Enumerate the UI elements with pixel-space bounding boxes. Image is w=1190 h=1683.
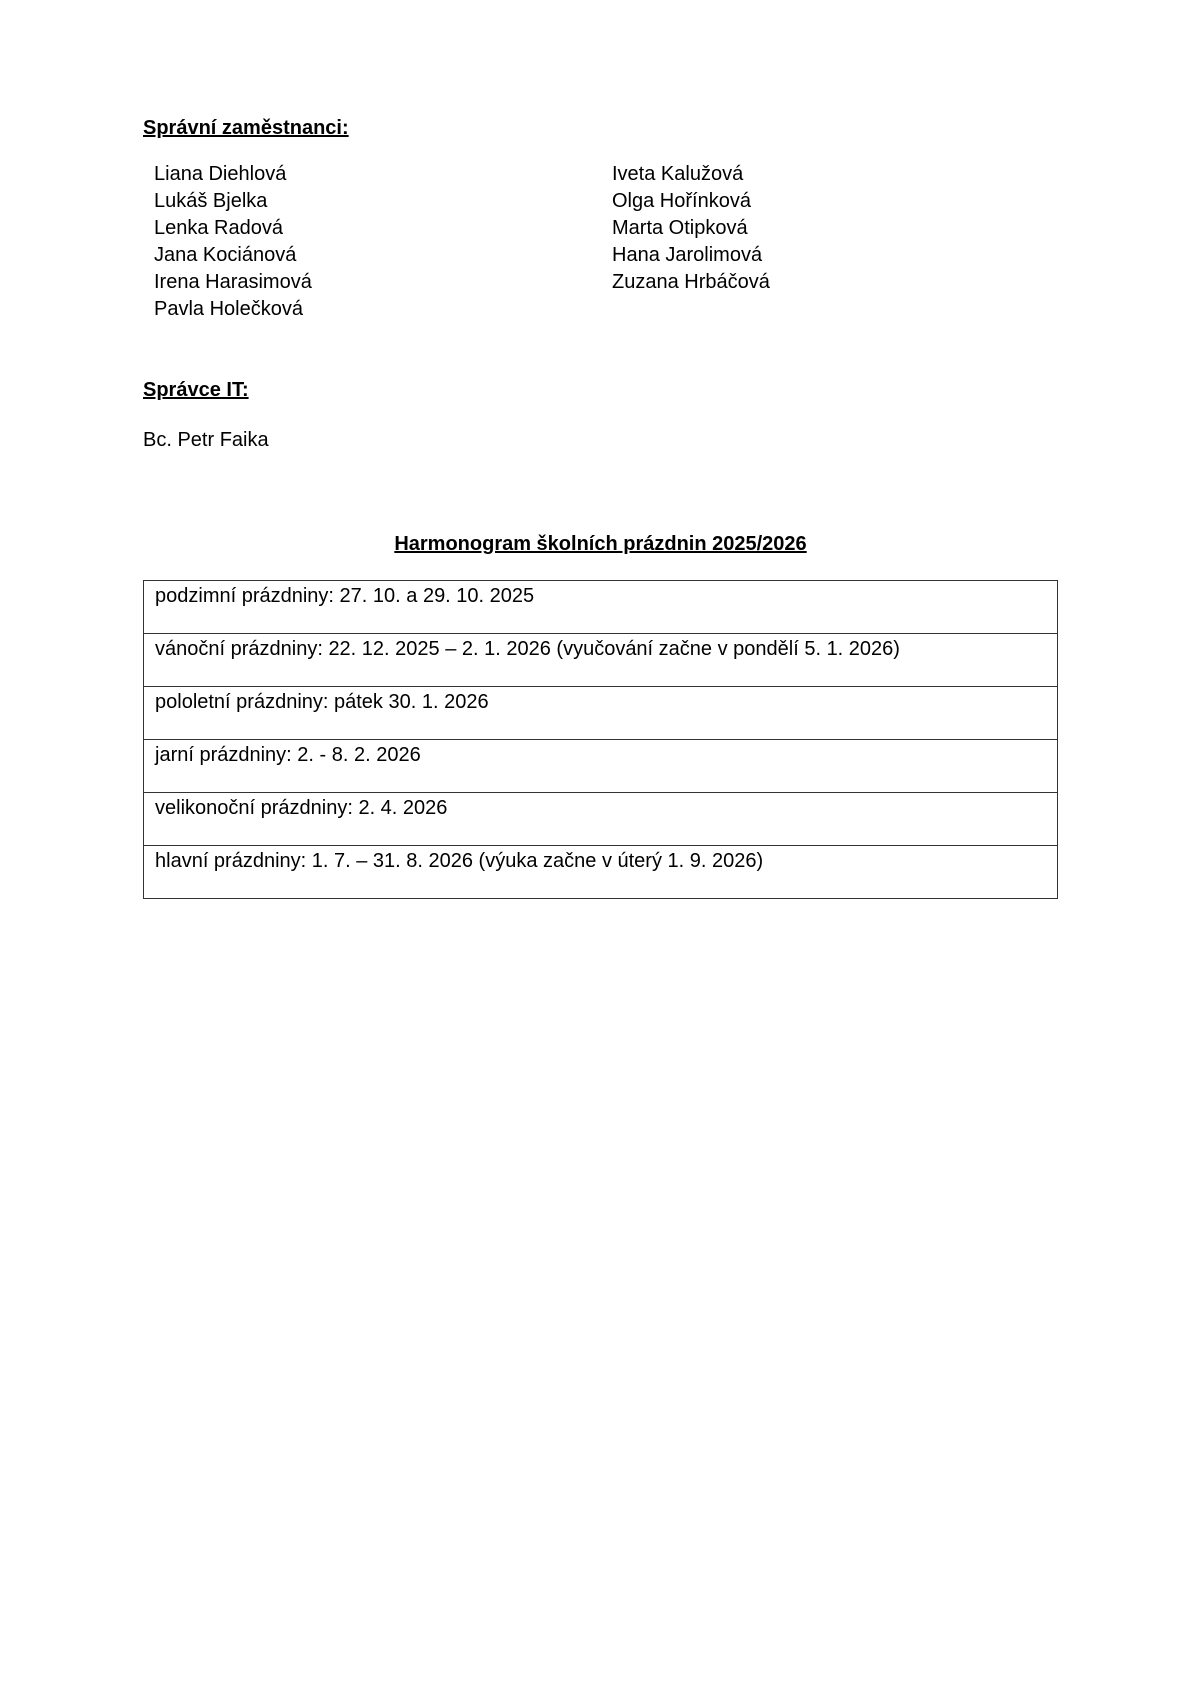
holiday-schedule-title: Harmonogram školních prázdnin 2025/2026: [394, 533, 807, 555]
table-row: [144, 846, 1058, 899]
holiday-schedule-table: [143, 580, 1058, 899]
staff-name: Olga Hořínková: [612, 190, 751, 212]
staff-name: Liana Diehlová: [154, 163, 287, 185]
table-row: [144, 793, 1058, 846]
it-admin-heading: Správce IT:: [143, 379, 249, 401]
staff-list-left: [154, 161, 312, 323]
holiday-cell: hlavní prázdniny: 1. 7. – 31. 8. 2026 (výuka začne v úterý 1. 9. 2026): [144, 846, 1058, 899]
staff-name: Zuzana Hrbáčová: [612, 271, 770, 293]
staff-name: Jana Kociánová: [154, 244, 297, 266]
holiday-cell: podzimní prázdniny: 27. 10. a 29. 10. 2025: [144, 581, 1058, 634]
staff-name: Hana Jarolimová: [612, 244, 763, 266]
holiday-cell: velikonoční prázdniny: 2. 4. 2026: [144, 793, 1058, 846]
it-admin-name: Bc. Petr Faika: [143, 429, 269, 451]
staff-name: Pavla Holečková: [154, 298, 303, 320]
staff-name: Irena Harasimová: [154, 271, 312, 293]
table-row: [144, 581, 1058, 634]
table-row: [144, 634, 1058, 687]
staff-heading: Správní zaměstnanci:: [143, 117, 349, 139]
staff-name: Marta Otipková: [612, 217, 748, 239]
staff-name: Iveta Kalužová: [612, 163, 744, 185]
holiday-cell: vánoční prázdniny: 22. 12. 2025 – 2. 1. 2026 (vyučování začne v pondělí 5. 1. 2026): [144, 634, 1058, 687]
holiday-cell: jarní prázdniny: 2. - 8. 2. 2026: [144, 740, 1058, 793]
table-row: [144, 740, 1058, 793]
staff-name: Lukáš Bjelka: [154, 190, 268, 212]
holiday-cell: pololetní prázdniny: pátek 30. 1. 2026: [144, 687, 1058, 740]
table-row: [144, 687, 1058, 740]
staff-list-right: [612, 161, 770, 296]
staff-name: Lenka Radová: [154, 217, 283, 239]
